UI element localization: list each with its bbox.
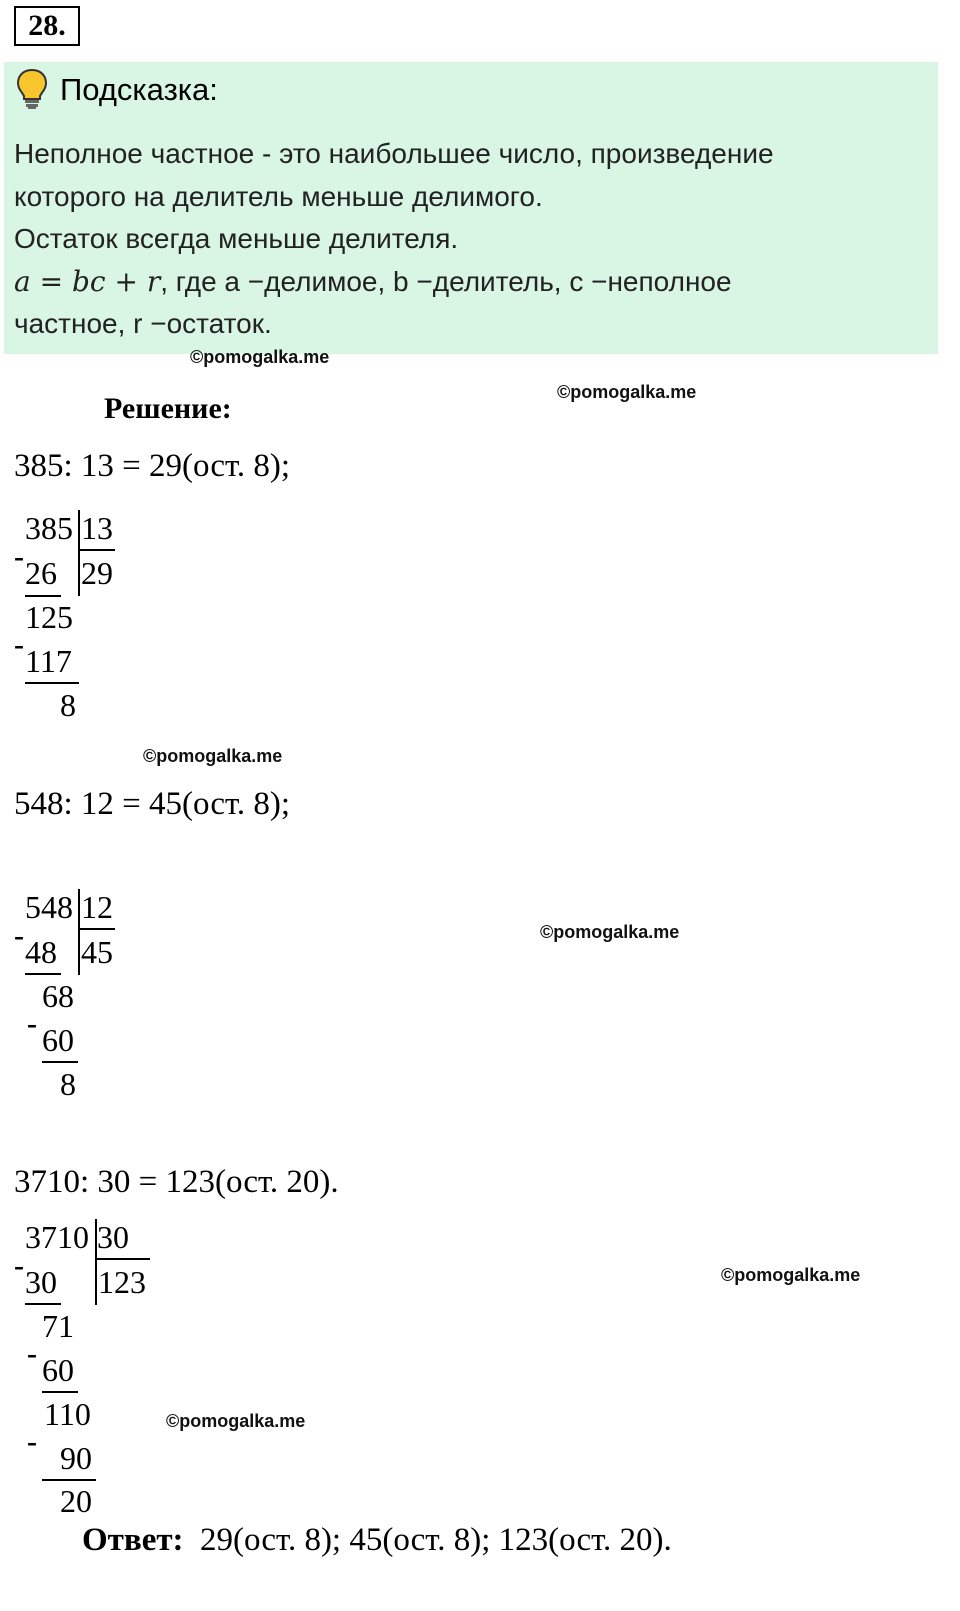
watermark: ©pomogalka.me bbox=[540, 922, 680, 942]
watermark: ©pomogalka.me bbox=[557, 382, 697, 402]
ld3-step-5: 90 bbox=[60, 1440, 92, 1476]
ld1-line-2 bbox=[25, 682, 79, 684]
ld2-remainder: 8 bbox=[60, 1066, 76, 1102]
ld1-remainder: 8 bbox=[60, 687, 76, 723]
hint-formula: a = bc + r bbox=[14, 265, 161, 298]
ld2-divisor-line bbox=[79, 928, 115, 930]
equation-3: 3710: 30 = 123(ост. 20). bbox=[14, 1164, 339, 1200]
ld1-minus: - bbox=[14, 540, 24, 573]
ld1-step-1: 26 bbox=[25, 555, 57, 591]
watermark: ©pomogalka.me bbox=[143, 746, 283, 766]
ld1-step-3: 117 bbox=[25, 643, 72, 679]
equation-2: 548: 12 = 45(ост. 8); bbox=[14, 786, 291, 822]
ld3-step-1: 30 bbox=[25, 1264, 57, 1300]
hint-line-4-rest: , где a −делимое, b −делитель, c −неполное bbox=[160, 266, 732, 297]
ld3-quotient: 123 bbox=[98, 1264, 146, 1300]
hint-line-5: частное, r −остаток. bbox=[14, 308, 272, 339]
ld3-minus: - bbox=[27, 1337, 37, 1370]
hint-line-1: Неполное частное - это наибольшее число, произведение bbox=[14, 138, 774, 169]
hint-line-4 bbox=[14, 265, 732, 298]
ld3-minus: - bbox=[27, 1425, 37, 1458]
task-number: 28. bbox=[14, 6, 80, 46]
ld2-vertical-bar bbox=[78, 889, 80, 975]
ld1-minus: - bbox=[14, 628, 24, 661]
ld3-dividend: 3710 bbox=[25, 1219, 89, 1255]
ld1-step-2: 125 bbox=[25, 599, 73, 635]
ld1-vertical-bar bbox=[78, 510, 80, 596]
answer-label: Ответ: bbox=[82, 1522, 184, 1558]
watermark: ©pomogalka.me bbox=[190, 347, 330, 367]
answer-line bbox=[82, 1522, 672, 1559]
ld1-line-1 bbox=[25, 595, 61, 597]
ld3-step-3: 60 bbox=[42, 1352, 74, 1388]
ld2-step-2: 68 bbox=[42, 978, 74, 1014]
ld2-minus: - bbox=[27, 1007, 37, 1040]
hint-line-2: которого на делитель меньше делимого. bbox=[14, 181, 543, 212]
ld3-vertical-bar bbox=[95, 1219, 97, 1305]
ld2-dividend: 548 bbox=[25, 889, 73, 925]
answer-text: 29(ост. 8); 45(ост. 8); 123(ост. 20). bbox=[200, 1522, 672, 1558]
ld3-remainder: 20 bbox=[60, 1483, 92, 1519]
ld2-line-1 bbox=[25, 973, 61, 975]
ld2-divisor: 12 bbox=[81, 889, 113, 925]
ld2-minus: - bbox=[14, 919, 24, 952]
ld3-line-3 bbox=[42, 1479, 96, 1481]
ld1-quotient: 29 bbox=[81, 555, 113, 591]
ld3-line-2 bbox=[42, 1391, 78, 1393]
lightbulb-icon bbox=[16, 68, 48, 110]
equation-1: 385: 13 = 29(ост. 8); bbox=[14, 448, 291, 484]
hint-line-3: Остаток всегда меньше делителя. bbox=[14, 223, 459, 254]
ld2-line-2 bbox=[42, 1061, 78, 1063]
hint-title: Подсказка: bbox=[60, 72, 218, 107]
ld3-divisor: 30 bbox=[97, 1219, 129, 1255]
ld3-step-4: 110 bbox=[44, 1396, 91, 1432]
ld1-divisor-line bbox=[79, 549, 115, 551]
watermark: ©pomogalka.me bbox=[721, 1265, 861, 1285]
ld1-divisor: 13 bbox=[81, 510, 113, 546]
ld3-divisor-line bbox=[96, 1258, 150, 1260]
ld3-line-1 bbox=[25, 1303, 61, 1305]
ld2-quotient: 45 bbox=[81, 934, 113, 970]
watermark: ©pomogalka.me bbox=[166, 1411, 306, 1431]
ld2-step-3: 60 bbox=[42, 1022, 74, 1058]
ld3-minus: - bbox=[14, 1249, 24, 1282]
solution-heading: Решение: bbox=[104, 392, 232, 425]
ld2-step-1: 48 bbox=[25, 934, 57, 970]
ld1-dividend: 385 bbox=[25, 510, 73, 546]
ld3-step-2: 71 bbox=[42, 1308, 74, 1344]
